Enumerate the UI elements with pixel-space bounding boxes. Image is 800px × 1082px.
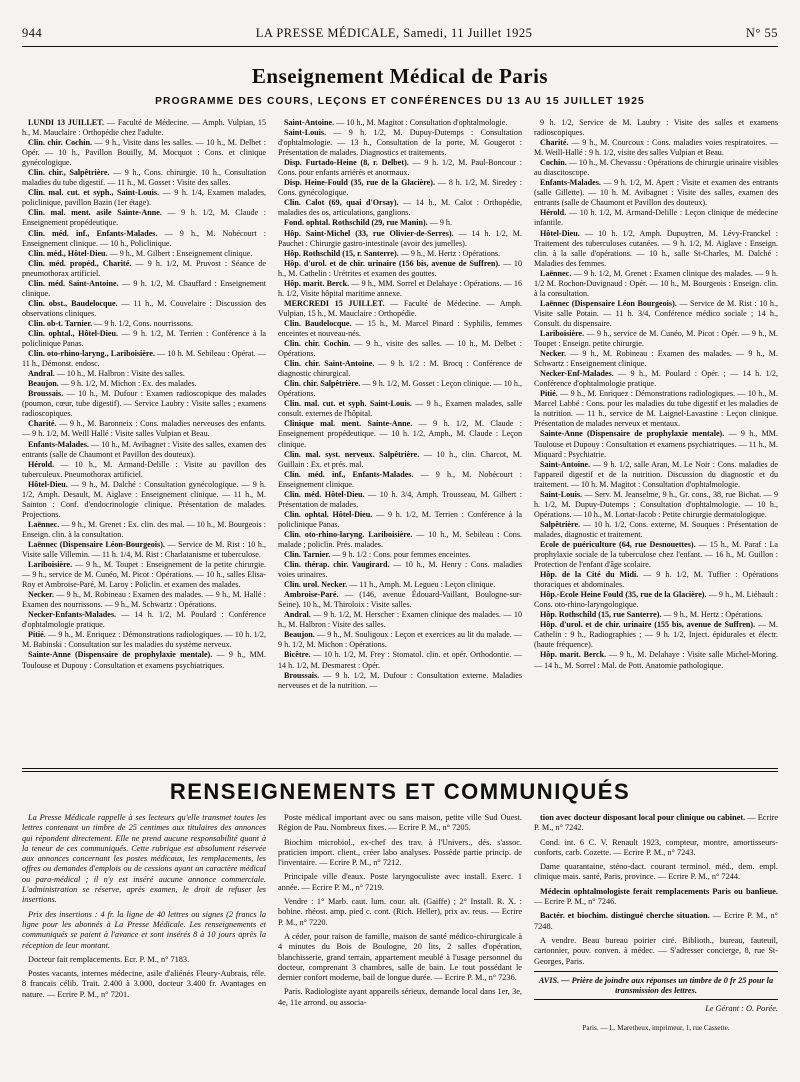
program-entry: Laënnec (Dispensaire Léon Bourgeois). — Service de M. Rist : 10 h., Visite salle Potain. — 11 h. 3/4, Conférence médico sociale ; 14 h., Consult. du dispensaire. xyxy=(534,298,778,328)
program-entry: Charité. — 9 h., M. Courcoux : Cons. maladies voies respiratoires. — M. Weill-Hallé : 9 h. 1/2, visite des salles Vulpian et Beau. xyxy=(534,138,778,158)
program-entry: Necker. — 9 h., M. Robineau : Examen des malades. — 9 h., M. Schwartz : Enseignement clinique. xyxy=(534,349,778,369)
entry-heading: Disp. Furtado-Heine (8, r. Delbet). xyxy=(284,158,409,168)
entry-heading: Clin. Tarnier. xyxy=(284,550,331,560)
entry-heading: Andral. xyxy=(28,369,55,379)
program-entry: Disp. Furtado-Heine (8, r. Delbet). — 9 h. 1/2, M. Paul-Boncour : Cons. pour enfants arriérés et anormaux. xyxy=(278,158,522,178)
entry-heading: LUNDI 13 JUILLET. xyxy=(28,118,104,127)
entry-heading: Necker-Enfants-Malades. xyxy=(28,610,117,620)
entry-heading: Hôp. marit. Berck. xyxy=(284,278,350,288)
entry-heading: Hôp. Rothschild (15, rue Santerre). xyxy=(540,610,662,620)
entry-heading: MERCREDI 15 JUILLET. xyxy=(284,298,385,308)
program-entry: Sainte-Anne (Dispensaire de prophylaxie mentale). — 9 h., MM. Toulouse et Dupouy : Consultation et examens psychiatriques. — 11 h., M. Miquard : Psychiatrie. xyxy=(534,429,778,459)
entry-heading: tion avec docteur disposant local pour clinique ou cabinet. xyxy=(540,813,746,822)
program-entry: Hôp. marit. Berck. — 9 h., MM. Sorrel et Delahaye : Opérations. — 16 h. 1/2, Visite hôpital maritime annexe. xyxy=(278,278,522,298)
program-entry: Necker. — 9 h., M. Robineau : Examen des malades. — 9 h., M. Hallé : Examen des nourrissons. — 9 h., M. Schwartz : Opérations. xyxy=(22,590,266,610)
program-entry: Hôp. d'urol. et de chir. urinaire (156 bis, avenue de Suffren). — 10 h., M. Cathelin : Urétrites et examen des gouttes. xyxy=(278,258,522,278)
entry-heading: Clin. ophtal. Hôtel-Dieu. xyxy=(284,509,373,519)
entry-heading: Necker. xyxy=(28,590,54,600)
program-entry: Lariboisière. — 9 h., service de M. Cunéo, M. Picot : Opér. — 9 h., M. Toupet : Enseign. petite chirurgie. xyxy=(534,328,778,349)
info-column-3 xyxy=(534,813,778,1075)
info-columns xyxy=(22,813,778,1075)
entry-heading: Clin. mal. syst. nerveux. Salpêtrière. xyxy=(284,449,420,459)
info-column-2 xyxy=(278,813,522,1075)
program-entry: Ambroise-Paré. — (146, avenue Édouard-Vaillant, Boulogne-sur-Seine). 10 h., M. Thiroloix : Visite salles. xyxy=(278,590,522,610)
program-entry: Clin. Baudelocque. — 15 h., M. Marcel Pinard : Syphilis, femmes enceintes et nouveau-nés. xyxy=(278,318,522,338)
entry-heading: Clin. méd. inf., Enfants-Malades. xyxy=(28,228,158,238)
entry-heading: Clin. chir. Saint-Antoine. xyxy=(284,359,375,369)
entry-heading: Andral. xyxy=(284,610,311,620)
program-entry: Clin. ob-t. Tarnier. — 9 h. 1/2, Cons. nourrissons. xyxy=(28,318,193,328)
program-entry: Charité. — 9 h., M. Baronneix : Cons. maladies nerveuses des enfants. — 9 h. 1/2, M. Weill Hallé : Visite salles Vulpian et Beau. xyxy=(22,419,266,439)
classified-ad: Prix des insertions : 4 fr. la ligne de 40 lettres ou signes (2 francs la ligne pour les abonnés à La Presse Médicale. Les renseignements et communiqués se paient à l'avance et sont insérés 8 à 10 jours après la réception de leur montant. xyxy=(22,909,266,950)
entry-heading: Clin. méd. Hôtel-Dieu. xyxy=(284,489,365,499)
entry-heading: Broussais. xyxy=(28,389,64,399)
teaching-column-2 xyxy=(278,118,522,763)
entry-heading: Saint-Antoine. xyxy=(540,459,591,469)
avis-rule xyxy=(534,971,778,972)
page-number: 944 xyxy=(22,26,43,40)
entry-heading: Ecole de puériculture (64, rue Desnouettes). xyxy=(540,539,696,549)
classified-ad: A vendre. Beau bureau poirier ciré. Biblioth., bureau, fauteuil, cartonnier, pouv. conven. à médec. — S'adresser concierge, 8, rue St-Georges, Paris. xyxy=(534,935,778,966)
program-entry: Clin. chir. Salpêtrière. — 9 h. 1/2, M. Gosset : Leçon clinique. — 10 h., Opérations. xyxy=(278,379,522,399)
program-entry: Clin. mal. syst. nerveux. Salpêtrière. — 10 h., clin. Charcot, M. Guillain : Ex. et prés. mal. xyxy=(278,449,522,469)
program-entry: Bicêtre. — 10 h. 1/2, M. Frey : Stomatol. clin. et opér. Orthodontie. — 14 h. 1/2, M. Desmarest : Opér. xyxy=(278,650,522,670)
entry-heading: Necker. xyxy=(540,349,566,359)
entry-heading: Charité. xyxy=(28,419,57,429)
program-entry: Clin. mal. ment. asile Sainte-Anne. — 9 h. 1/2, M. Claude : Enseignement propédeutique. xyxy=(22,208,266,228)
entry-heading: Clin. chir. Cochin. xyxy=(28,138,93,148)
entry-heading: Clin. ophtal., Hôtel-Dieu. xyxy=(28,328,118,338)
program-entry: Broussais. — 9 h. 1/2, M. Dufour : Consultation externe. Maladies nerveuses et de la nutrition. — xyxy=(278,670,522,690)
program-entry: 9 h. 1/2, Service de M. Laubry : Visite des salles et examens radioscopiques. xyxy=(534,118,778,138)
entry-heading: Clin. obst., Baudelocque. xyxy=(28,298,118,308)
entry-heading: Cochin. xyxy=(540,158,567,168)
classified-ad: Postes vacants, internes médecine, asile d'aliénés Fleury-Aubrais, réle. 8 francais célib. Trait. 2.400 à 3.000, docteur 3.400 fr. Avantages en nature. — Ecrire P. M., n° 7201. xyxy=(22,969,266,999)
entry-heading: Lariboisière. xyxy=(28,560,73,570)
entry-heading: Hérold. xyxy=(540,208,567,218)
entry-heading: Beaujon. xyxy=(28,379,59,389)
program-entry: Hôp. Saint-Michel (33, rue Olivier-de-Serres). — 14 h. 1/2, M. Pauchet : Chirurgie gastro-intestinale (avoir des jumelles). xyxy=(278,228,522,248)
classified-ad: Principale ville d'eaux. Poste laryngoculiste avec install. Exerc. 1 année. — Ecrire P. M., n° 7219. xyxy=(278,872,522,892)
classified-ad: Bactér. et biochim. distingué cherche situation. — Ecrire P. M., n° 7248. xyxy=(534,911,778,931)
program-entry: Clin. thérap. chir. Vaugirard. — 10 h., M. Henry : Cons. maladies voies urinaires. xyxy=(278,560,522,580)
program-entry: LUNDI 13 JUILLET. — Faculté de Médecine. — Amph. Vulpian, 15 h., M. Mauclaire : Orthopédie chez l'adulte. xyxy=(22,118,266,138)
program-entry: Beaujon. — 9 h. 1/2, M. Michon : Ex. des malades. xyxy=(28,379,197,389)
program-entry: Clin. chir. Saint-Antoine. — 9 h. 1/2 : M. Brocq : Conférence de diagnostic chirurgical. xyxy=(278,359,522,379)
entry-heading: Hérold. xyxy=(28,459,55,469)
program-entry: Broussais. — 10 h., M. Dufour : Examen radioscopique des malades (poumon, cœur, tube digestif). — Service Laubry : Visite salles ; examens radioscopiques. xyxy=(22,389,266,419)
entry-heading: Hôtel-Dieu. xyxy=(540,228,580,238)
classified-ad: Dame quarantaine, sténo-dact. courant terminol. méd., dem. empl. clinique mais. santé, Paris, province. — Ecrire P. M., n° 7244. xyxy=(534,862,778,882)
program-entry: Hôp. de la Cité du Midi. — 9 h. 1/2, M. Tuffier : Opérations thoraciques et abdominales. xyxy=(534,570,778,590)
entry-heading: Beaujon. xyxy=(284,630,315,640)
program-entry: Hôp.-Ecole Heine Fould (35, rue de la Glacière). — 9 h., M. Liébault : Cons. oto-rhino-laryngologique. xyxy=(534,590,778,610)
classified-ad: Poste médical important avec ou sans maison, petite ville Sud Ouest. Région de Pau. Nombreux fixes. — Ecrire P. M., n° 7205. xyxy=(278,813,522,833)
program-entry: Saint-Louis. — Serv. M. Jeanselme, 9 h., Gr. cons., 38, rue Bichat. — 9 h. 1/2, M. Dupuy-Dutemps : Consultation d'ophtalmologie. — 10 h., Opérations. — 10 h., M. Lortat-Jacob : Petite chirurgie dermatologique. xyxy=(534,489,778,519)
program-entry: Clin. Calot (69, quai d'Orsay). — 14 h., M. Calot : Orthopédie, maladies des os, articulations, ganglions. xyxy=(278,198,522,218)
program-entry: Hôp. Rothschild (15, r. Santerre). — 9 h., M. Hertz : Opérations. xyxy=(284,248,501,258)
program-entry: Hôtel-Dieu. — 10 h. 1/2, Amph. Dupuytren, M. Lévy-Franckel : Traitement des tuberculoses cutanées. — 9 h. 1/2, M. Aiglave : Enseign. clin. à la salle d'opérations. — 10 h., salle St-Charles, M. Dalché : Maladies des femmes. xyxy=(534,228,778,268)
program-entry: Clin. ophtal. Hôtel-Dieu. — 9 h. 1/2, M. Terrien : Conférence à la policlinique Panas. xyxy=(278,509,522,529)
teaching-title: Enseignement Médical de Paris xyxy=(251,64,549,88)
entry-heading: Hôtel-Dieu. xyxy=(28,479,68,489)
program-entry: Clin. méd. Hôtel-Dieu. — 10 h. 3/4, Amph. Trousseau, M. Gilbert : Présentation de malades. xyxy=(278,489,522,509)
program-entry: Clin. oto-rhino-laryng., Lariboisière. — 10 h. M. Sebileau : Opérat. — 11 h., Démonst. endosc. xyxy=(22,349,266,369)
program-entry: Beaujon. — 9 h., M. Souligoux : Leçon et exercices au lit du malade. — 9 h. 1/2, M. Michon : Opérations. xyxy=(278,630,522,650)
program-entry: Disp. Heine-Fould (35, rue de la Glacière). — 8 h. 1/2, M. Siredey : Cons. gynécologique. xyxy=(278,178,522,198)
program-entry: Hôp. d'urol. et de chir. urinaire (155 bis, avenue de Suffren). — M. Cathelin : 9 h., Radiographies ; — 9 h. 1/2, Inject. épidurales et électr. (haute fréquence). xyxy=(534,620,778,650)
entry-heading: Sainte-Anne (Dispensaire de prophylaxie mentale). xyxy=(540,429,725,439)
classified-ad: Docteur fait remplacements. Ecr. P. M., n° 7183. xyxy=(28,954,190,964)
program-entry: Clin. méd., Hôtel-Dieu. — 9 h., M. Gilbert : Enseignement clinique. xyxy=(28,248,253,258)
entry-heading: Clin. oto-rhino-laryng., Lariboisière. xyxy=(28,349,155,359)
info-column-3-items xyxy=(534,813,778,967)
entry-heading: Clin. méd. Saint-Antoine. xyxy=(28,278,119,288)
program-entry: Clin. ophtal., Hôtel-Dieu. — 9 h. 1/2, M. Terrien : Conférence à la policlinique Panas. xyxy=(22,328,266,349)
entry-heading: Necker-Enf-Malades. xyxy=(540,369,614,379)
program-entry: Laënnec. — 9 h., M. Grenet : Ex. clin. des mal. — 10 h., M. Bourgeois : Enseign. clin. à la consultation. xyxy=(22,519,266,539)
program-entry: Cochin. — 10 h., M. Chevassu : Opérations de chirurgie urinaire visibles au diascitoscope. xyxy=(534,158,778,178)
entry-heading: Pitié. xyxy=(540,389,558,399)
entry-heading: Clin. chir., Salpêtrière. xyxy=(28,168,110,178)
program-entry: Clin. chir., Salpêtrière. — 9 h., Cons. chirurgie. 10 h., Consultation maladies du tube digestif. — 11 h., M. Gosset : Visite des salles. xyxy=(22,168,266,188)
program-entry: MERCREDI 15 JUILLET. — Faculté de Médecine. — Amph. Vulpian, 15 h., M. Mauclaire : Orthopédie. xyxy=(278,298,522,318)
program-entry: Clinique mal. ment. Sainte-Anne. — 9 h. 1/2, M. Claude : Enseignement propédeutique. — 10 h. 1/2, Amph., M. Claude : Leçon clinique. xyxy=(278,419,522,449)
entry-heading: Ambroise-Paré. xyxy=(284,590,339,600)
avis-rule-bottom xyxy=(534,999,778,1000)
entry-heading: Clin. thérap. chir. Vaugirard. xyxy=(284,560,390,570)
entry-heading: Lariboisière. xyxy=(540,328,585,338)
classified-ad: Médecin ophtalmologiste ferait remplacements Paris ou banlieue. — Ecrire P. M., n° 7246. xyxy=(534,886,778,907)
entry-heading: Sainte-Anne (Dispensaire de prophylaxie mentale). xyxy=(28,650,213,660)
program-entry: Clin. méd. inf., Enfants-Malades. — 9 h., M. Nobécourt : Enseignement clinique. xyxy=(278,469,522,489)
program-entry: Lariboisière. — 9 h., M. Toupet : Enseignement de la petite chirurgie. — 9 h., service de M. Cunéo, M. Picot : Opérations. — 10 h., salles Elisa-Roy et Ambroise-Paré, M. Laroy : Policlin. et examen des malades. xyxy=(22,560,266,590)
program-entry: Laënnec (Dispensaire Léon-Bourgeois). — Service de M. Rist : 10 h., Visite salle Villemin. — 11 h. 1/4, M. Rist : Charlatanisme et tuberculose. xyxy=(22,539,266,560)
gerant-signature: Le Gérant : O. Porée. xyxy=(705,1004,778,1014)
program-entry: Clin. mal. cut. et syph. Saint-Louis. — 9 h., Examen malades, salle consult. externes de l'hôpital. xyxy=(278,399,522,419)
entry-heading: Clin. chir. Salpêtrière. xyxy=(284,379,361,389)
header-rule xyxy=(22,46,778,47)
entry-heading: Hôp. marit. Berck. xyxy=(540,650,607,660)
program-entry: Andral. — 9 h. 1/2, M. Herscher : Examen clinique des malades. — 10 h., M. Halbron : Visite des salles. xyxy=(278,610,522,630)
program-entry: Enfants-Malades. — 9 h. 1/2, M. Apert : Visite et examen des entrants (salle Gillette). — 10 h. M. Avibagnet : Visite des salles, examen des entrants (salle de Chaumont et Pavillon des douteux). xyxy=(534,178,778,208)
classified-ad: tion avec docteur disposant local pour clinique ou cabinet. — Ecrire P. M., n° 7242. xyxy=(534,813,778,833)
journal-title: LA PRESSE MÉDICALE, Samedi, 11 Juillet 1925 xyxy=(255,26,533,40)
issue-number: N° 55 xyxy=(745,26,778,40)
entry-heading: Laënnec. xyxy=(540,268,572,278)
entry-heading: Clin. mal. ment. asile Sainte-Anne. xyxy=(28,208,162,218)
entry-heading: Clin. méd., Hôtel-Dieu. xyxy=(28,248,108,258)
program-entry: Saint-Louis. — 9 h. 1/2, M. Dupuy-Dutemps : Consultation d'ophtalmologie. — 13 h., Consultation de la porte, M. Gougerot : Présentation de malades. Diagnostics et traitements. xyxy=(278,128,522,158)
entry-heading: Laënnec (Dispensaire Léon Bourgeois). xyxy=(540,298,677,308)
info-column-1 xyxy=(22,813,266,1075)
program-entry: Pitié. — 9 h., M. Enriquez : Démonstrations radiologiques. — 10 h. 1/2, M. Babinski : Consultation sur les maladies du système nerveux. xyxy=(22,630,266,650)
program-entry: Clin. mal. cut. et syph., Saint-Louis. — 9 h. 1/4, Examen malades, policlinique, pavillon Bazin (1er étage). xyxy=(22,188,266,208)
entry-heading: Saint-Louis. xyxy=(540,489,583,499)
program-entry: Saint-Antoine. — 9 h. 1/2, salle Aran, M. Le Noir : Cons. maladies de l'appareil digestif et de la nutrition. Discussion du diagnostic et du traitement. — 10 h. M. Magitot : Consultation d'ophtalmologie. xyxy=(534,459,778,489)
entry-heading: Hôp. d'urol. et de chir. urinaire (155 bis, avenue de Suffren). xyxy=(540,620,756,630)
classified-ad: Vendre : 1° Marb. caut. lum. cour. alt. (Gaiffe) ; 2° Install. R. X. : bobine. rhéost. amp. pied c. cont. (Rich. Heller), prix av. reus. — Ecrire P. M., n° 7220. xyxy=(278,897,522,927)
entry-heading: Clin. chir. Cochin. xyxy=(284,339,351,349)
program-entry: Hôp. marit. Berck. — 9 h., M. Delahaye : Visite salle Michel-Moring. — 14 h., M. Sorrel : Mal. de Pott. Anatomie pathologique. xyxy=(534,650,778,670)
program-entry: Clin. méd. inf., Enfants-Malades. — 9 h., M. Nobécourt : Enseignement clinique. — 10 h., Policlinique. xyxy=(22,228,266,248)
teaching-column-3 xyxy=(534,118,778,763)
entry-heading: Bactér. et biochim. distingué cherche situation. xyxy=(540,911,710,921)
program-entry: Clin. Tarnier. — 9 h. 1/2 : Cons. pour femmes enceintes. xyxy=(284,550,471,560)
entry-heading: Enfants-Malades. xyxy=(28,439,89,449)
page-header xyxy=(22,26,778,46)
program-entry: Fond. ophtal. Rothschild (29, rue Manin). — 9 h. xyxy=(284,218,452,228)
entry-heading: Clin. ob-t. Tarnier. xyxy=(28,318,93,328)
entry-heading: Saint-Antoine. xyxy=(284,118,335,127)
classified-ad: A céder, pour raison de famille, maison de santé médico-chirurgicale à 4 minutes du Bois de Boulogne, 20 lits, 2 salles d'opération, blanchisserie, grand terrain, appartement meublé à l'usage personnel du docteur, comprenant 3 chambres, salle de bain. Le tout possédant le dernier confort moderne, bail de longue durée. — Ecrire P. M., n° 7236. xyxy=(278,931,522,983)
entry-heading: Hôp. Saint-Michel (33, rue Olivier-de-Serres). xyxy=(284,228,454,238)
entry-heading: Clin. Baudelocque. xyxy=(284,318,352,328)
classified-ad: Biochim microbiol., ex-chef des trav. à l'Univers., dés. s'assoc. praticien import. client., créer labo analyses. Possède partie princip. de l'inventaire. — Ecrire P. M., n° 7212. xyxy=(278,837,522,868)
entry-heading: Broussais. xyxy=(284,670,320,680)
program-entry: Clin. obst., Baudelocque. — 11 h., M. Couvelaire : Discussion des observations cliniques. xyxy=(22,298,266,318)
teaching-columns xyxy=(22,118,778,763)
info-title: RENSEIGNEMENTS ET COMMUNIQUÉS xyxy=(169,779,631,804)
program-entry: Sainte-Anne (Dispensaire de prophylaxie mentale). — 9 h., MM. Toulouse et Dupouy : Consultation et examens psychiatriques. xyxy=(22,650,266,670)
program-entry: Necker-Enf-Malades. — 9 h., M. Poulard : Opér. ; — 14 h. 1/2, Conférence d'ophtalmologie pratique. xyxy=(534,369,778,389)
entry-heading: Clinique mal. ment. Sainte-Anne. xyxy=(284,419,413,429)
entry-heading: Laënnec. xyxy=(28,519,60,529)
entry-heading: Charité. xyxy=(540,138,569,148)
program-entry: Enfants-Malades. — 10 h., M. Avibagnet : Visite des salles, examen des entrants (salle de Chaumont et Pavillon des douteux). xyxy=(22,439,266,459)
entry-heading: Laënnec (Dispensaire Léon-Bourgeois). xyxy=(28,539,165,549)
entry-heading: Hôp. d'urol. et de chir. urinaire (156 bis, avenue de Suffren). xyxy=(284,258,501,268)
entry-heading: Hôp. de la Cité du Midi. xyxy=(540,570,639,580)
entry-heading: Médecin ophtalmologiste ferait remplacements Paris ou banlieue. xyxy=(540,886,778,896)
classified-ad: La Presse Médicale rappelle à ses lecteurs qu'elle transmet toutes les lettres contenant un timbre de 25 centimes aux titulaires des annonces qui répondent directement. Elle ne prend aucune responsabilité quant à la teneur de ces communiqués. Cette rubrique est absolument réservée aux annonces concernant les postes médicaux, les remplacements, les offres ou demandes d'emplois ou de cessions ayant un caractère médical ou para-médical ; il n'y est inséré aucune annonce commerciale. L'administration se réserve, après examen, le droit de refuser les insertions. xyxy=(22,813,266,905)
program-entry: Hôp. Rothschild (15, rue Santerre). — 9 h., M. Hertz : Opérations. xyxy=(540,610,763,620)
entry-heading: Clin. méd. inf., Enfants-Malades. xyxy=(284,469,414,479)
section-rule-thin xyxy=(22,771,778,772)
entry-heading: Clin. mal. cut. et syph. Saint-Louis. xyxy=(284,399,412,409)
program-entry: Ecole de puériculture (64, rue Desnouettes). — 15 h., M. Paraf : La prophylaxie sociale de la tuberculose chez l'enfant. — 16 h., M. Guillon : Protection de l'enfant d'âge scolaire. xyxy=(534,539,778,570)
entry-heading: Clin. mal. cut. et syph., Saint-Louis. xyxy=(28,188,160,198)
program-entry: Clin. méd. Saint-Antoine. — 9 h. 1/2, M. Chauffard : Enseignement clinique. xyxy=(22,278,266,298)
teaching-subtitle: PROGRAMME DES COURS, LEÇONS ET CONFÉRENCES DU 13 AU 15 JUILLET 1925 xyxy=(155,96,645,107)
program-entry: Clin. urol. Necker. — 11 h., Amph. M. Legueu : Leçon clinique. xyxy=(284,580,496,590)
entry-heading: Pitié. xyxy=(28,630,46,640)
printer-line: Paris. — L. Maretheux, imprimeur, 1, rue Cassette. xyxy=(582,1023,730,1032)
entry-heading: Saint-Louis. xyxy=(284,128,327,138)
avis-notice: AVIS. — Prière de joindre aux réponses un timbre de 0 fr 25 pour la transmission des lettres. xyxy=(538,975,774,996)
entry-heading: Clin. oto-rhino-laryng. Lariboisière. xyxy=(284,529,413,539)
entry-heading: Fond. ophtal. Rothschild (29, rue Manin). xyxy=(284,218,428,228)
program-entry: Clin. chir. Cochin. — 9 h., visite des salles. — 10 h., M. Delbet : Opérations. xyxy=(278,339,522,359)
entry-heading: Enfants-Malades. xyxy=(540,178,601,188)
entry-heading: Clin. Calot (69, quai d'Orsay). xyxy=(284,198,399,208)
program-entry: Clin. méd. propéd., Charité. — 9 h. 1/2, M. Pruvost : Séance de pneumothorax artificiel. xyxy=(22,258,266,278)
entry-heading: Disp. Heine-Fould (35, rue de la Glacière). xyxy=(284,178,435,188)
entry-heading: Hôp.-Ecole Heine Fould (35, rue de la Glacière). xyxy=(540,590,707,600)
program-entry: Pitié. — 9 h., M. Enriquez : Démonstrations radiologiques. — 10 h., M. Marcel Labbé : Cons. pour les maladies du tube digestif et les maladies de la nutrition. — 11 h., service de M. Laignel-Lavastine : Leçon clinique. Présentation de malades nerveux et mentaux. xyxy=(534,389,778,429)
entry-heading: Hôp. Rothschild (15, r. Santerre). xyxy=(284,248,399,258)
program-entry: Salpêtrière. — 10 h. 1/2, Cons. externe, M. Souques : Présentation de malades, diagnostic et traitement. xyxy=(534,519,778,539)
classified-ad: Cond. int. 6 C. V. Renault 1923, compteur, montre, amortisseurs-conforts, carb. Cozette. — Ecrire P. M., n° 7243. xyxy=(534,837,778,857)
entry-heading: Clin. méd. propéd., Charité. xyxy=(28,258,132,268)
program-entry: Hérold. — 10 h. 1/2, M. Armand-Delille : Leçon clinique de médecine infantile. xyxy=(534,208,778,228)
program-entry: Hérold. — 10 h., M. Armand-Delille : Visite au pavillon des tuberculeux. Pneumothorax artificiel. xyxy=(22,459,266,479)
program-entry: Andral. — 10 h., M. Halbron : Visite des salles. xyxy=(28,369,185,379)
section-rule xyxy=(22,768,778,769)
program-entry: Clin. oto-rhino-laryng. Lariboisière. — 10 h., M. Sebileau : Cons. malade ; policlin. Prés. malades. xyxy=(278,529,522,549)
entry-heading: Salpêtrière. xyxy=(540,519,581,529)
program-entry: Laënnec. — 9 h. 1/2, M. Grenet : Examen clinique des malades. — 9 h. 1/2 M. Rochon-Duvignaud : Opér. — 10 h., M. Bourgeois : Enseign. clin. à la consultation. xyxy=(534,268,778,298)
program-entry: Necker-Enfants-Malades. — 14 h. 1/2, M. Poulard : Conférence d'ophtalmologie pratique. xyxy=(22,610,266,630)
classified-ad: Paris. Radiologiste ayant appareils sérieux, demande local dans 1er, 3e, 4e, 11e arrond. ou associa- xyxy=(278,987,522,1007)
program-entry: Saint-Antoine. — 10 h., M. Magitot : Consultation d'ophtalmologie. xyxy=(284,118,508,127)
program-entry: Clin. chir. Cochin. — 9 h., Visite dans les salles. — 10 h., M. Delbet : Opér. — 10 h., Pavillon Bouilly, M. Mocquot : Cons. et clinique gynécologique. xyxy=(22,138,266,168)
entry-heading: Bicêtre. xyxy=(284,650,311,660)
program-entry: Hôtel-Dieu. — 9 h., M. Dalché : Consultation gynécologique. — 9 h. 1/2, Amph. Desault, M. Aiglave : Enseignement clinique. — 11 h., M. Sainton : Conf. d'endocrinologie clinique. Présentation de malades. Projections. xyxy=(22,479,266,519)
teaching-column-1 xyxy=(22,118,266,763)
entry-heading: Clin. urol. Necker. xyxy=(284,580,348,590)
